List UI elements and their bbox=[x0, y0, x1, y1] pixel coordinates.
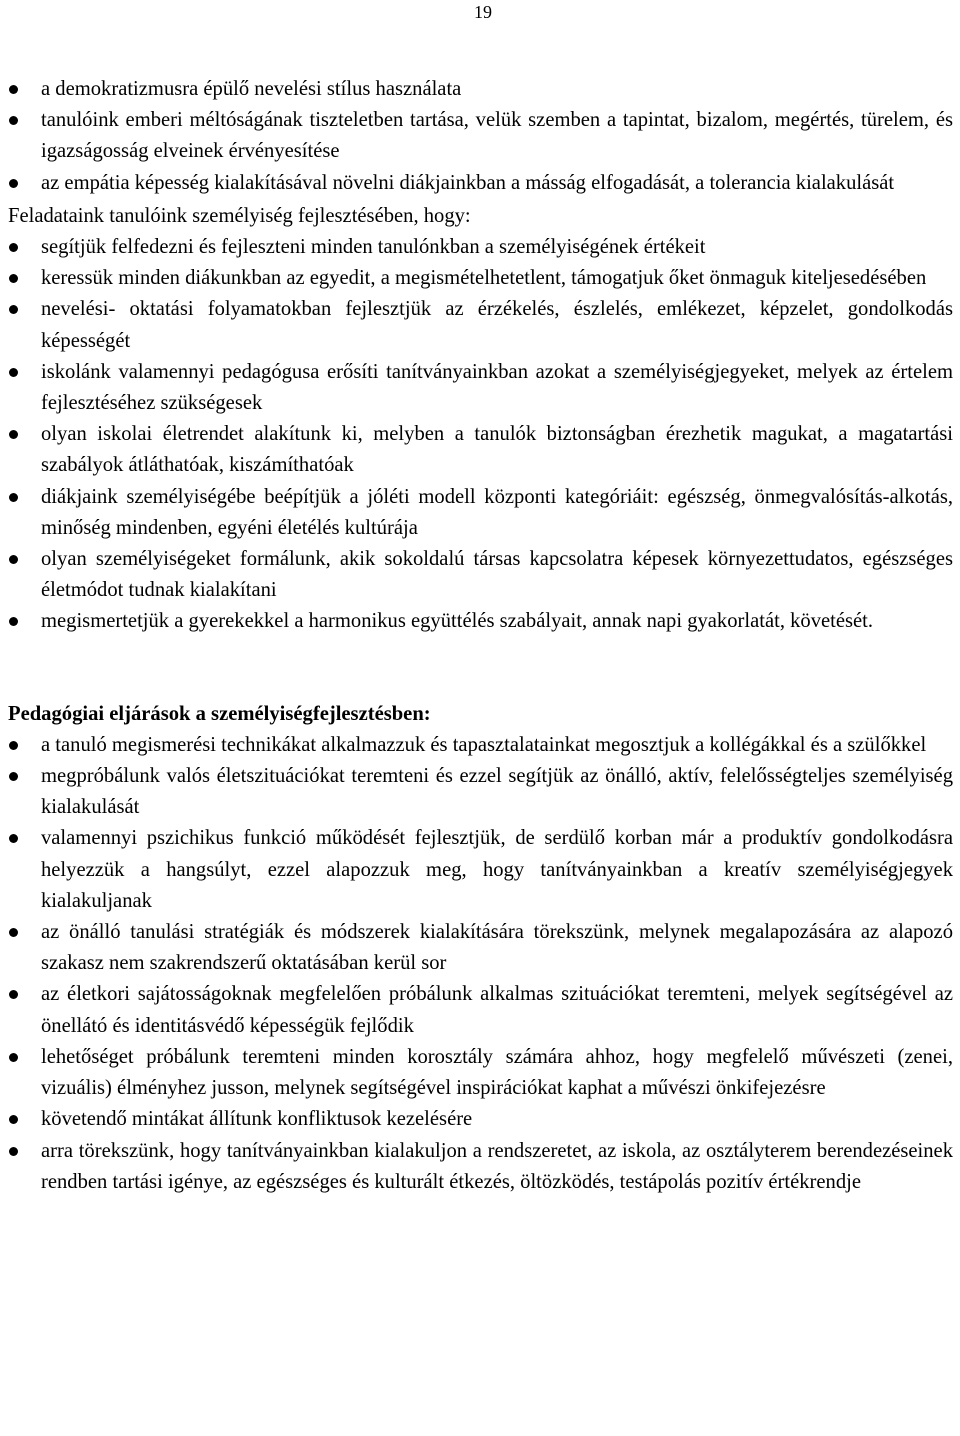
list-item: követendő mintákat állítunk konfliktusok kezelésére bbox=[8, 1104, 953, 1135]
list-item: a demokratizmusra épülő nevelési stílus használata bbox=[8, 74, 953, 105]
list-item: az önálló tanulási stratégiák és módszerek kialakítására törekszünk, melynek megalapozására az alapozó szakasz nem szakrendszerű oktatásában kerül sor bbox=[8, 917, 953, 979]
list-item: diákjaink személyiségébe beépítjük a jóléti modell központi kategóriáit: egészség, önmegvalósítás-alkotás, minőség mindenben, egyéni életélés kultúrája bbox=[8, 482, 953, 544]
tasks-intro: Feladataink tanulóink személyiség fejlesztésében, hogy: bbox=[8, 204, 471, 227]
list-item: arra törekszünk, hogy tanítványainkban kialakuljon a rendszeretet, az iskola, az osztályterem berendezéseinek rendben tartási igénye, az egészséges és kulturált étkezés, öltözködés, testápolás pozitív értékrendje bbox=[8, 1136, 953, 1198]
list-item: nevelési- oktatási folyamatokban fejlesztjük az érzékelés, észlelés, emlékezet, képzelet, gondolkodás képességét bbox=[8, 294, 953, 356]
list-item: valamennyi pszichikus funkció működését fejlesztjük, de serdülő korban már a produktív gondolkodásra helyezzük a hangsúlyt, ezzel alapozzuk meg, hogy tanítványainkban a kreatív személyiségjegyek kialakuljanak bbox=[8, 823, 953, 917]
list-item: olyan iskolai életrendet alakítunk ki, melyben a tanulók biztonságban érezhetik magukat, a magatartási szabályok átláthatóak, kiszámíthatóak bbox=[8, 419, 953, 481]
tasks-list bbox=[8, 232, 953, 638]
list-item: az életkori sajátosságoknak megfelelően próbálunk alkalmas szituációkat teremteni, melyek segítségével az önellátó és identitásvédő képességük fejlődik bbox=[8, 979, 953, 1041]
page-number: 19 bbox=[474, 2, 492, 22]
list-item: iskolánk valamennyi pedagógusa erősíti tanítványainkban azokat a személyiségjegyeket, melyek az értelem fejlesztéséhez szükségesek bbox=[8, 357, 953, 419]
list-item: az empátia képesség kialakításával növelni diákjainkban a másság elfogadását, a tolerancia kialakulását bbox=[8, 168, 953, 199]
list-item: segítjük felfedezni és fejleszteni minden tanulónkban a személyiségének értékeit bbox=[8, 232, 953, 263]
list-item: a tanuló megismerési technikákat alkalmazzuk és tapasztalatainkat megosztjuk a kollégákkal és a szülőkkel bbox=[8, 730, 953, 761]
values-list bbox=[8, 74, 953, 199]
list-item: lehetőséget próbálunk teremteni minden korosztály számára ahhoz, hogy megfelelő művészeti (zenei, vizuális) élményhez jusson, melynek segítségével inspirációkat kaphat a művészi önkifejezésre bbox=[8, 1042, 953, 1104]
list-item: tanulóink emberi méltóságának tiszteletben tartása, velük szemben a tapintat, bizalom, megértés, türelem, és igazságosság elveinek érvényesítése bbox=[8, 105, 953, 167]
document-body bbox=[8, 74, 953, 1198]
list-item: megpróbálunk valós életszituációkat teremteni és ezzel segítjük az önálló, aktív, felelősségteljes személyiség kialakulását bbox=[8, 761, 953, 823]
list-item: keressük minden diákunkban az egyedit, a megismételhetetlent, támogatjuk őket önmaguk kiteljesedésében bbox=[8, 263, 953, 294]
procedures-list bbox=[8, 730, 953, 1198]
list-item: megismertetjük a gyerekekkel a harmonikus együttélés szabályait, annak napi gyakorlatát, követését. bbox=[8, 606, 953, 637]
section-heading: Pedagógiai eljárások a személyiségfejlesztésben: bbox=[8, 702, 431, 725]
list-item: olyan személyiségeket formálunk, akik sokoldalú társas kapcsolatra képesek környezettudatos, egészséges életmódot tudnak kialakítani bbox=[8, 544, 953, 606]
